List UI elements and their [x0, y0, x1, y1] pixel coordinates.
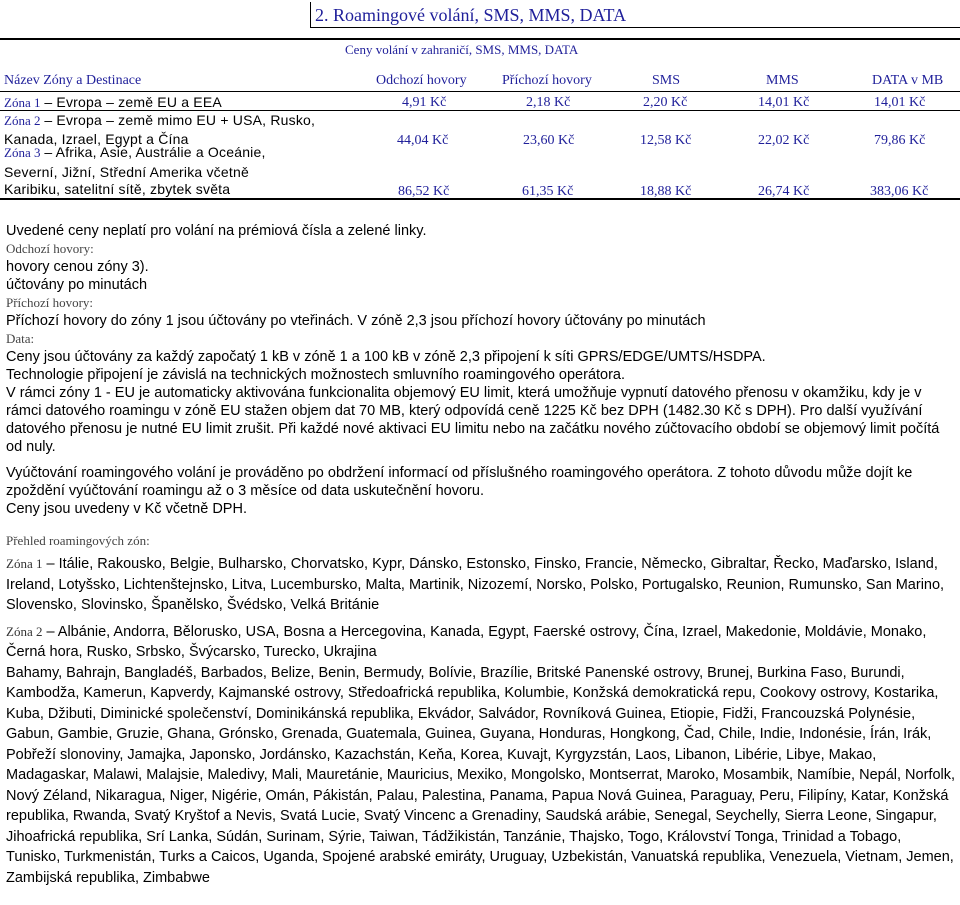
- notes-section: [6, 222, 956, 888]
- cell-value: 44,04 Kč: [397, 133, 449, 148]
- col-header-data: DATA v MB: [872, 73, 944, 88]
- cell-value: 12,58 Kč: [640, 133, 692, 148]
- cell-value: 383,06 Kč: [870, 184, 929, 199]
- zone-2-overview: [6, 622, 956, 663]
- col-header-incoming: Příchozí hovory: [502, 73, 592, 88]
- cell-value: 22,02 Kč: [758, 133, 810, 148]
- cell-value: 14,01 Kč: [874, 95, 926, 110]
- section-title-bar: [310, 2, 960, 28]
- col-header-zone: Název Zóny a Destinace: [4, 73, 142, 88]
- cell-value: 2,20 Kč: [643, 95, 688, 110]
- col-header-outgoing: Odchozí hovory: [376, 73, 467, 88]
- cell-value: 26,74 Kč: [758, 184, 810, 199]
- zone-countries: – Itálie, Rakousko, Belgie, Bulharsko, Chorvatsko, Kypr, Dánsko, Estonsko, Finsko, Francie, Německo, Gibraltar, Řecko, Maďarsko, Island, Ireland, Lotyšsko, Lichtenštejnsko, Litva, Lucembursko, Malta, Martinik, Nizozemí, Norsko, Polsko, Portugalsko, Reunion, Rumunsko, San Marino, Slovensko, Slovinsko, Španělsko, Švédsko, Velká Británie: [6, 556, 945, 613]
- outgoing-note-1: hovory cenou zóny 3).: [6, 259, 149, 275]
- incoming-note: Příchozí hovory do zóny 1 jsou účtovány po vteřinách. V zóně 2,3 jsou příchozí hovory účtovány po minutách: [6, 313, 706, 329]
- table-row-zone-1-destination: [4, 94, 222, 111]
- cell-value: 86,52 Kč: [398, 184, 450, 199]
- zone-countries: – Albánie, Andorra, Bělorusko, USA, Bosna a Hercegovina, Kanada, Egypt, Faerské ostrovy, Čína, Izrael, Makedonie, Moldávie, Monako, Černá hora, Rusko, Srbsko, Švýcarsko, Turecko, Ukrajina: [6, 623, 927, 660]
- zone-label: Zóna 3: [4, 145, 41, 160]
- zone-label: Zóna 1: [6, 556, 43, 571]
- zones-heading: Přehled roamingových zón:: [6, 533, 150, 548]
- section-title: 2. Roamingové volání, SMS, MMS, DATA: [315, 5, 627, 25]
- zone-label: Zóna 2: [4, 113, 41, 128]
- cell-value: 4,91 Kč: [402, 95, 447, 110]
- data-label: Data:: [6, 331, 35, 346]
- cell-value: 79,86 Kč: [874, 133, 926, 148]
- zone-1-overview: [6, 554, 956, 616]
- data-note-1: Ceny jsou účtovány za každý započatý 1 kB v zóně 1 a 100 kB v zóně 2,3 připojení k síti GPRS/EDGE/UMTS/HSDPA.: [6, 349, 766, 365]
- zone-dest-line: – Evropa – země EU a EEA: [44, 94, 222, 110]
- zone-label: Zóna 2: [6, 623, 43, 639]
- zone-dest-line: Severní, Jižní, Střední Amerika včetně: [4, 164, 249, 180]
- zone-dest-line: – Evropa – země mimo EU + USA, Rusko,: [44, 112, 316, 128]
- outgoing-label: Odchozí hovory:: [6, 241, 94, 256]
- vat-note: Ceny jsou uvedeny v Kč včetně DPH.: [6, 501, 247, 517]
- zone-dest-line: – Afrika, Asie, Austrálie a Oceánie,: [44, 144, 266, 160]
- billing-note: Vyúčtování roamingového volání je prováděno po obdržení informací od příslušného roamingového operátora. Z tohoto důvodu může dojít ke zpoždění vyúčtování roamingu až o 3 měsíce od data uskutečnění hovoru.: [6, 465, 913, 499]
- data-note-3: V rámci zóny 1 - EU je automaticky aktivována funkcionalita objemový EU limit, která umožňuje vypnutí datového přenosu v okamžiku, kdy je v rámci datového roamingu v zóně EU stažen objem dat 70 MB, který odpovídá ceně 1225 Kč bez DPH (1482.30 Kč s DPH). Pro další využívání datového přenosu je nutné EU limit zrušit. Při každé nové aktivaci EU limitu nebo na začátku nového zúčtovacího období se objemový limit počítá od nuly.: [6, 385, 940, 455]
- data-note-2: Technologie připojení je závislá na technických možnostech smluvního roamingového operátora.: [6, 367, 626, 383]
- zone-label: Zóna 1: [4, 95, 41, 110]
- cell-value: 23,60 Kč: [523, 133, 575, 148]
- table-row-zone-2-destination: [4, 112, 315, 129]
- outgoing-note-2: účtovány po minutách: [6, 277, 148, 293]
- row-divider: [0, 110, 960, 111]
- zone-dest-line: Kanada, Izrael, Egypt a Čína: [4, 131, 189, 147]
- table-subtitle: Ceny volání v zahraničí, SMS, MMS, DATA: [345, 42, 579, 57]
- cell-value: 18,88 Kč: [640, 184, 692, 199]
- pricing-table: [0, 38, 960, 200]
- note-premium: Uvedené ceny neplatí pro volání na prémiová čísla a zelené linky.: [6, 223, 427, 239]
- zone-dest-line: Karibiku, satelitní sítě, zbytek světa: [4, 181, 231, 197]
- incoming-label: Příchozí hovory:: [6, 295, 94, 310]
- table-row-zone-3-destination: [4, 144, 266, 161]
- cell-value: 61,35 Kč: [522, 184, 574, 199]
- cell-value: 14,01 Kč: [758, 95, 810, 110]
- col-header-sms: SMS: [652, 73, 681, 88]
- header-divider: [0, 91, 960, 92]
- col-header-mms: MMS: [766, 73, 799, 88]
- cell-value: 2,18 Kč: [526, 95, 571, 110]
- zone-3-overview: Bahamy, Bahrajn, Bangladéš, Barbados, Belize, Benin, Bermudy, Bolívie, Brazílie, Britské Panenské ostrovy, Brunej, Burkina Faso, Burundi, Kambodža, Kamerun, Kapverdy, Kajmanské ostrovy, Středoafrická republika, Kolumbie, Konžská demokratická repu, Cookovy ostrovy, Kostarika, Kuba, Džibuti, Diminické společenství, Dominikánská republika, Ekvádor, Salvádor, Rovníková Guinea, Etiopie, Fidži, Francouzská Polynésie, Gabun, Gambie, Gruzie, Ghana, Grónsko, Grenada, Guatemala, Guinea, Guyana, Honduras, Hongkong, Čad, Chile, Indie, Indonésie, Írán, Irák, Pobřeží slonoviny, Jamajka, Japonsko, Jordánsko, Kazachstán, Keňa, Korea, Kuvajt, Kyrgyzstán, Laos, Libanon, Libérie, Libye, Makao, Madagaskar, Malawi, Malajsie, Maledivy, Mali, Mauretánie, Mauricius, Mexiko, Mongolsko, Montserrat, Maroko, Mosambik, Namíbie, Nepál, Norfolk, Nový Zéland, Nikaragua, Niger, Nigérie, Omán, Pákistán, Palau, Palestina, Panama, Papua Nová Guinea, Paraguay, Peru, Filipíny, Katar, Konžská republika, Rwanda, Svatý Kryštof a Nevis, Svatá Lucie, Svatý Vincenc a Grenadiny, Saudská arábie, Senegal, Seychelly, Sierra Leone, Singapur, Jihoafrická republika, Srí Lanka, Súdán, Surinam, Sýrie, Taiwan, Tádžikistán, Tanzánie, Thajsko, Togo, Království Tonga, Trinidad a Tobago, Tunisko, Turkmenistán, Turks a Caicos, Uganda, Spojené arabské emiráty, Uruguay, Uzbekistán, Vanuatská republika, Venezuela, Vietnam, Jemen, Zambijská republika, Zimbabwe: [6, 664, 956, 886]
